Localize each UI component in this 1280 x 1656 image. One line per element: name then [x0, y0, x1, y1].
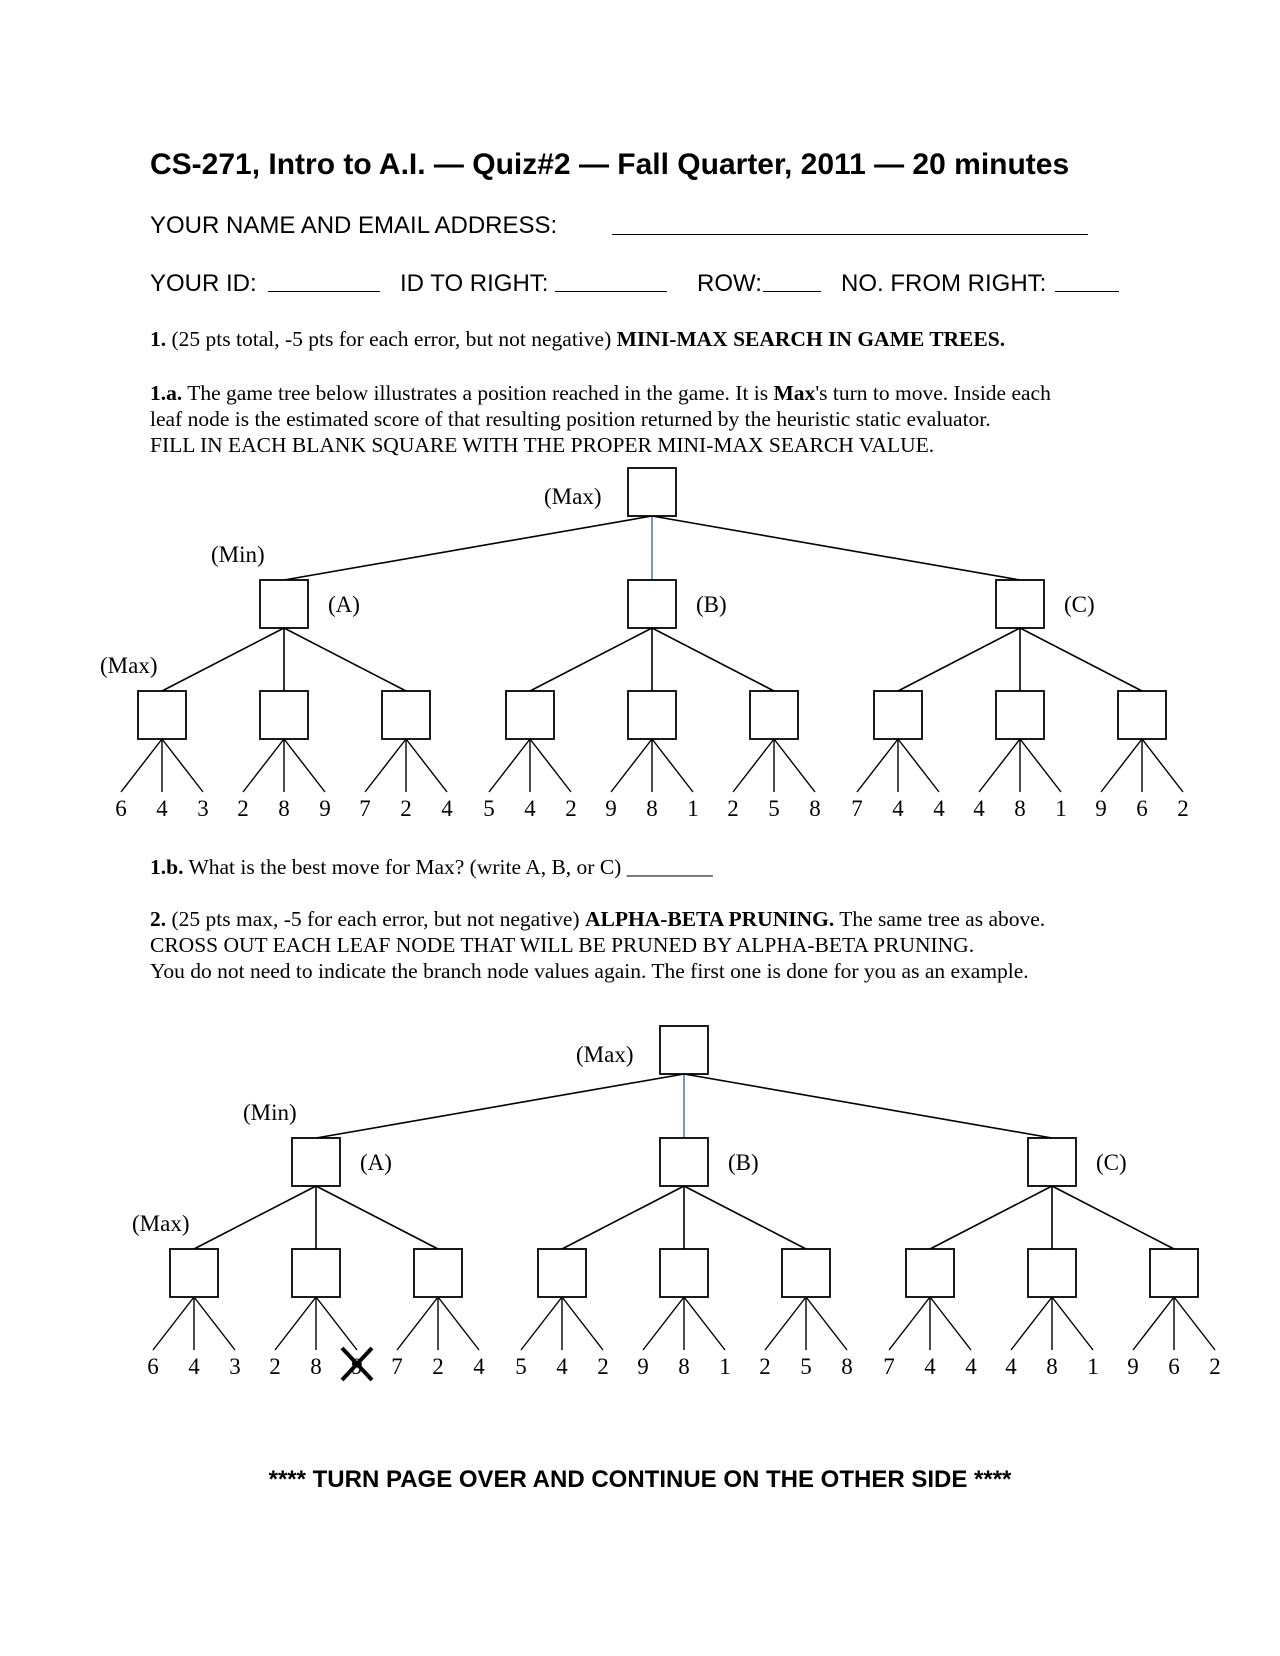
edge-max-to-leaf — [774, 739, 815, 792]
edge-max-to-leaf — [1052, 1297, 1093, 1350]
row-label: ROW: — [697, 270, 762, 297]
branch-label: (C) — [1064, 592, 1095, 617]
edge-max-to-leaf — [979, 739, 1020, 792]
leaf-value: 7 — [851, 796, 863, 821]
q1-topic: MINI-MAX SEARCH IN GAME TREES. — [616, 327, 1006, 351]
edge-min-to-max — [562, 1186, 684, 1249]
edge-max-to-leaf — [652, 739, 693, 792]
q2-text-1: The same tree as above. — [834, 907, 1046, 931]
q2-intro: (25 pts max, -5 for each error, but not negative) — [166, 907, 585, 931]
turn-page-footer: **** TURN PAGE OVER AND CONTINUE ON THE OTHER SIDE **** — [268, 1466, 1012, 1493]
max-node-answer-box — [1150, 1249, 1198, 1297]
leaf-value: 9 — [319, 796, 331, 821]
leaf-value: 8 — [646, 796, 658, 821]
leaf-value: 8 — [678, 1354, 690, 1379]
name-email-field[interactable] — [612, 234, 1088, 235]
edge-min-to-max — [652, 628, 774, 691]
leaf-value: 7 — [359, 796, 371, 821]
edge-max-to-leaf — [1011, 1297, 1052, 1350]
max-node-answer-box — [506, 691, 554, 739]
level-label-max: (Max) — [132, 1211, 190, 1236]
edge-max-to-leaf — [530, 739, 571, 792]
leaf-value: 2 — [1177, 796, 1189, 821]
edge-max-to-leaf — [406, 739, 447, 792]
max-node-answer-box — [260, 691, 308, 739]
min-node-answer-box — [996, 580, 1044, 628]
leaf-value: 4 — [156, 796, 168, 821]
edge-max-to-leaf — [162, 739, 203, 792]
leaf-value: 1 — [719, 1354, 731, 1379]
edge-max-to-leaf — [562, 1297, 603, 1350]
edge-root-to-min — [652, 516, 1020, 580]
edge-max-to-leaf — [365, 739, 406, 792]
leaf-value: 6 — [1136, 796, 1148, 821]
q1a-line-2: leaf node is the estimated score of that resulting position returned by the heuristic static evaluator. — [150, 407, 991, 431]
edge-max-to-leaf — [1142, 739, 1183, 792]
edge-max-to-leaf — [857, 739, 898, 792]
max-node-answer-box — [1028, 1249, 1076, 1297]
edge-min-to-max — [930, 1186, 1052, 1249]
min-node-answer-box — [260, 580, 308, 628]
edge-root-to-min — [284, 516, 652, 580]
max-node-answer-box — [660, 1249, 708, 1297]
leaf-value: 2 — [432, 1354, 444, 1379]
root-max-answer-box — [660, 1026, 708, 1074]
q2-line-3: You do not need to indicate the branch node values again. The first one is done for you as an example. — [150, 959, 1029, 983]
edge-max-to-leaf — [733, 739, 774, 792]
your-id-field[interactable] — [268, 291, 380, 292]
max-node-answer-box — [996, 691, 1044, 739]
page-title: CS-271, Intro to A.I. — Quiz#2 — Fall Quarter, 2011 — 20 minutes — [150, 148, 1070, 181]
leaf-value: 2 — [727, 796, 739, 821]
max-node-answer-box — [782, 1249, 830, 1297]
leaf-value: 6 — [147, 1354, 159, 1379]
leaf-value: 6 — [115, 796, 127, 821]
leaf-value: 8 — [841, 1354, 853, 1379]
alpha-beta-game-tree — [0, 1016, 1280, 1416]
q1b-number: 1.b. — [150, 855, 184, 879]
leaf-value: 2 — [237, 796, 249, 821]
max-node-answer-box — [1118, 691, 1166, 739]
q1a-text-2: 's turn to move. Inside each — [815, 381, 1051, 405]
root-max-answer-box — [628, 468, 676, 516]
q1b-text — [150, 854, 713, 880]
min-node-answer-box — [1028, 1138, 1076, 1186]
max-node-answer-box — [292, 1249, 340, 1297]
edge-max-to-leaf — [898, 739, 939, 792]
edge-max-to-leaf — [684, 1297, 725, 1350]
q2-topic: ALPHA-BETA PRUNING. — [584, 907, 835, 931]
leaf-value: 4 — [973, 796, 985, 821]
id-to-right-field[interactable] — [555, 291, 667, 292]
edge-max-to-leaf — [806, 1297, 847, 1350]
leaf-value: 9 — [1127, 1354, 1139, 1379]
edge-max-to-leaf — [1020, 739, 1061, 792]
branch-label: (B) — [696, 592, 727, 617]
leaf-value: 9 — [637, 1354, 649, 1379]
leaf-value: 7 — [391, 1354, 403, 1379]
edge-max-to-leaf — [1133, 1297, 1174, 1350]
leaf-value: 4 — [924, 1354, 936, 1379]
edge-min-to-max — [684, 1186, 806, 1249]
edge-max-to-leaf — [438, 1297, 479, 1350]
edge-min-to-max — [1020, 628, 1142, 691]
edge-min-to-max — [1052, 1186, 1174, 1249]
max-node-answer-box — [138, 691, 186, 739]
level-label-root-max: (Max) — [544, 484, 602, 509]
max-node-answer-box — [750, 691, 798, 739]
max-node-answer-box — [628, 691, 676, 739]
edge-root-to-min — [684, 1074, 1052, 1138]
edge-min-to-max — [194, 1186, 316, 1249]
leaf-value: 4 — [933, 796, 945, 821]
leaf-value: 6 — [1168, 1354, 1180, 1379]
leaf-value: 9 — [605, 796, 617, 821]
edge-max-to-leaf — [1101, 739, 1142, 792]
branch-label: (B) — [728, 1150, 759, 1175]
leaf-value: 5 — [515, 1354, 527, 1379]
max-node-answer-box — [906, 1249, 954, 1297]
leaf-value: 2 — [565, 796, 577, 821]
q1a-text-1: The game tree below illustrates a position reached in the game. It is — [182, 381, 774, 405]
max-node-answer-box — [538, 1249, 586, 1297]
no-from-right-field[interactable] — [1055, 291, 1119, 292]
max-node-answer-box — [414, 1249, 462, 1297]
row-field[interactable] — [763, 291, 821, 292]
leaf-value: 1 — [1055, 796, 1067, 821]
edge-max-to-leaf — [765, 1297, 806, 1350]
leaf-value: 7 — [883, 1354, 895, 1379]
min-node-answer-box — [292, 1138, 340, 1186]
edge-min-to-max — [316, 1186, 438, 1249]
leaf-value: 3 — [197, 796, 209, 821]
minimax-game-tree — [0, 458, 1280, 858]
q2-number: 2. — [150, 907, 167, 931]
branch-label: (A) — [360, 1150, 392, 1175]
leaf-value: 8 — [278, 796, 290, 821]
edge-min-to-max — [898, 628, 1020, 691]
q1b-question: What is the best move for Max? (write A, B, or C) ________ — [183, 855, 713, 879]
id-to-right-label: ID TO RIGHT: — [400, 270, 549, 297]
q1a-text — [150, 380, 1051, 458]
edge-max-to-leaf — [397, 1297, 438, 1350]
min-node-answer-box — [628, 580, 676, 628]
max-node-answer-box — [382, 691, 430, 739]
leaf-value: 2 — [759, 1354, 771, 1379]
max-node-answer-box — [170, 1249, 218, 1297]
leaf-value: 4 — [473, 1354, 485, 1379]
leaf-value: 4 — [965, 1354, 977, 1379]
leaf-value: 4 — [556, 1354, 568, 1379]
leaf-value: 1 — [1087, 1354, 1099, 1379]
leaf-value: 4 — [524, 796, 536, 821]
edge-max-to-leaf — [316, 1297, 357, 1350]
your-id-label: YOUR ID: — [150, 270, 257, 297]
branch-label: (A) — [328, 592, 360, 617]
q1a-max: Max — [773, 381, 816, 405]
q1-intro: (25 pts total, -5 pts for each error, but not negative) — [166, 327, 617, 351]
q1a-line-3: FILL IN EACH BLANK SQUARE WITH THE PROPER MINI-MAX SEARCH VALUE. — [150, 433, 935, 457]
leaf-value: 4 — [892, 796, 904, 821]
edge-min-to-max — [162, 628, 284, 691]
level-label-root-max: (Max) — [576, 1042, 634, 1067]
leaf-value: 9 — [1095, 796, 1107, 821]
min-node-answer-box — [660, 1138, 708, 1186]
q2-line-2: CROSS OUT EACH LEAF NODE THAT WILL BE PRUNED BY ALPHA-BETA PRUNING. — [150, 933, 975, 957]
edge-max-to-leaf — [194, 1297, 235, 1350]
leaf-value: 4 — [188, 1354, 200, 1379]
q1-number: 1. — [150, 327, 167, 351]
edge-max-to-leaf — [243, 739, 284, 792]
leaf-value: 2 — [400, 796, 412, 821]
edge-max-to-leaf — [521, 1297, 562, 1350]
level-label-max: (Max) — [100, 653, 158, 678]
edge-max-to-leaf — [153, 1297, 194, 1350]
no-from-right-label: NO. FROM RIGHT: — [841, 270, 1047, 297]
leaf-value: 1 — [687, 796, 699, 821]
edge-min-to-max — [284, 628, 406, 691]
leaf-value: 2 — [1209, 1354, 1221, 1379]
leaf-value: 5 — [800, 1354, 812, 1379]
level-label-min: (Min) — [211, 542, 265, 567]
edge-max-to-leaf — [930, 1297, 971, 1350]
leaf-value: 4 — [1005, 1354, 1017, 1379]
edge-max-to-leaf — [121, 739, 162, 792]
q1a-number: 1.a. — [150, 381, 183, 405]
leaf-value: 8 — [1014, 796, 1026, 821]
max-node-answer-box — [874, 691, 922, 739]
edge-root-to-min — [316, 1074, 684, 1138]
leaf-value: 8 — [809, 796, 821, 821]
edge-max-to-leaf — [889, 1297, 930, 1350]
leaf-value: 5 — [483, 796, 495, 821]
edge-max-to-leaf — [1174, 1297, 1215, 1350]
name-email-label: YOUR NAME AND EMAIL ADDRESS: — [150, 212, 558, 239]
level-label-min: (Min) — [243, 1100, 297, 1125]
edge-max-to-leaf — [275, 1297, 316, 1350]
leaf-value: 8 — [310, 1354, 322, 1379]
leaf-value: 4 — [441, 796, 453, 821]
edge-max-to-leaf — [611, 739, 652, 792]
branch-label: (C) — [1096, 1150, 1127, 1175]
leaf-value: 8 — [1046, 1354, 1058, 1379]
leaf-value: 3 — [229, 1354, 241, 1379]
edge-max-to-leaf — [643, 1297, 684, 1350]
edge-min-to-max — [530, 628, 652, 691]
leaf-value: 2 — [597, 1354, 609, 1379]
q2-text — [150, 906, 1045, 984]
edge-max-to-leaf — [284, 739, 325, 792]
edge-max-to-leaf — [489, 739, 530, 792]
q1-heading — [150, 326, 1005, 352]
leaf-value: 2 — [269, 1354, 281, 1379]
leaf-value: 5 — [768, 796, 780, 821]
